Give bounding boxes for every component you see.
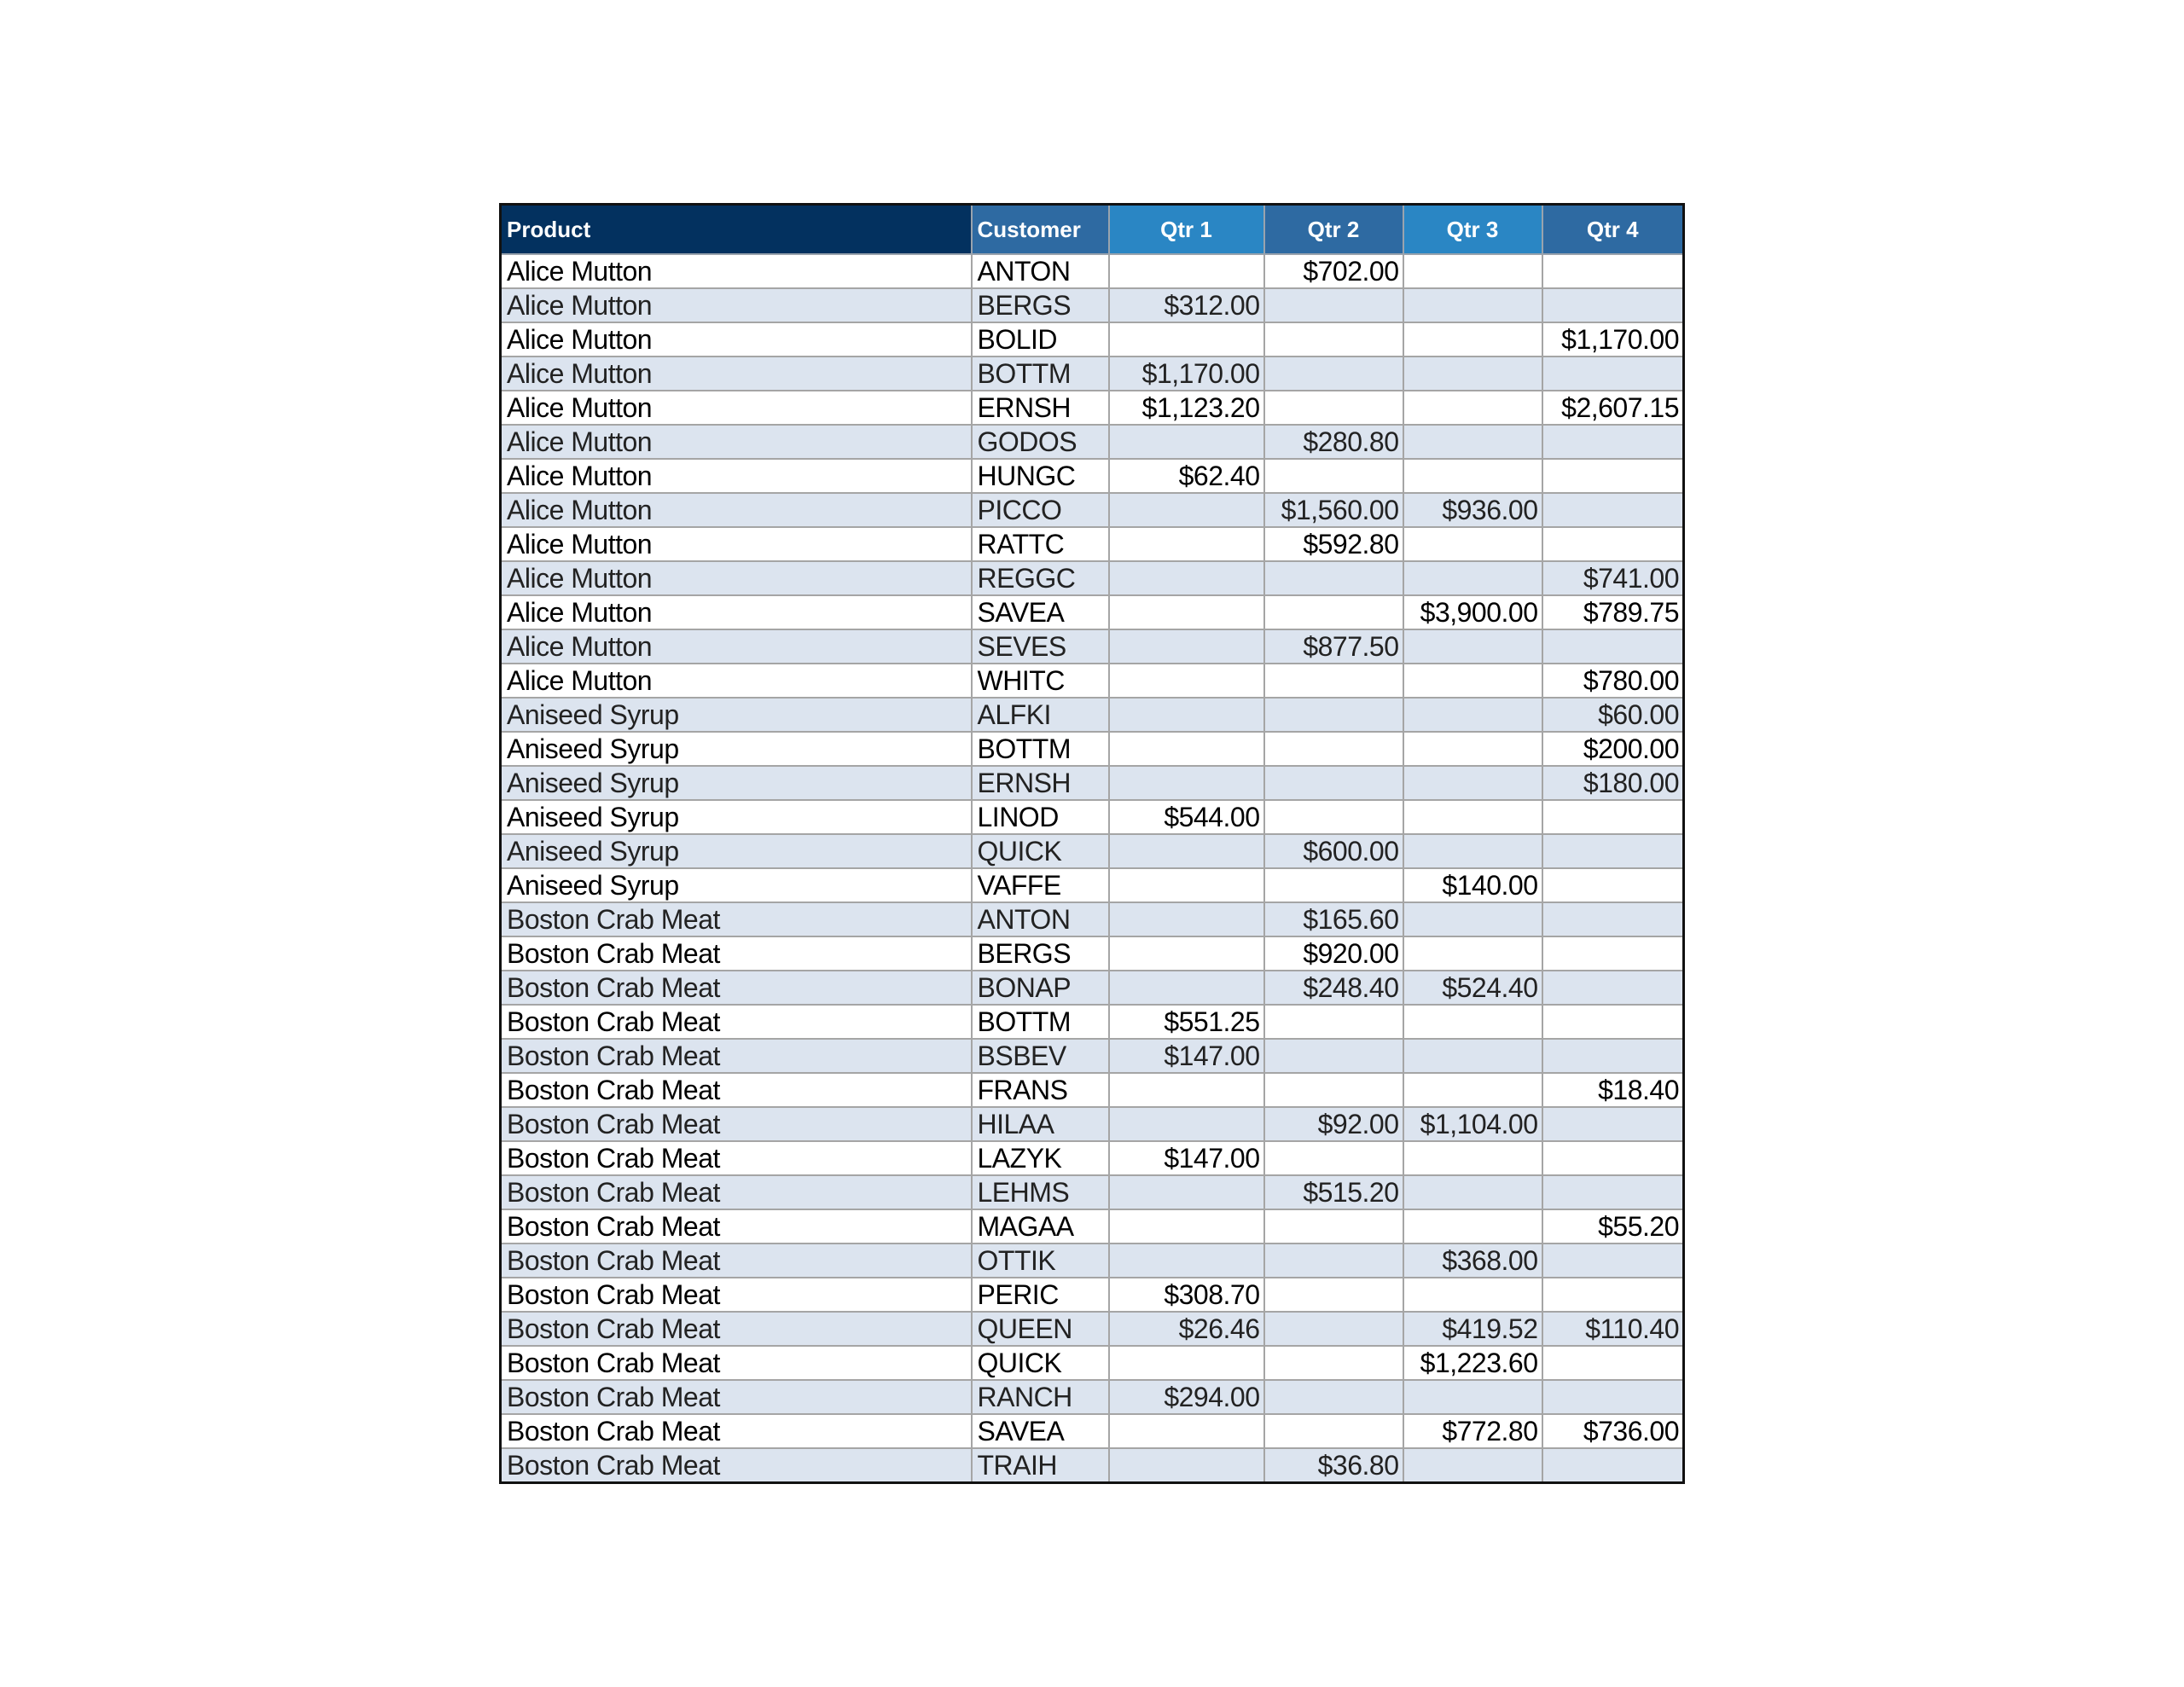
cell-qtr1 bbox=[1109, 527, 1264, 561]
header-row bbox=[501, 205, 1684, 255]
cell-qtr2 bbox=[1264, 1380, 1403, 1414]
cell-qtr1 bbox=[1109, 936, 1264, 971]
cell-qtr1: $147.00 bbox=[1109, 1141, 1264, 1175]
table-row bbox=[501, 561, 1684, 595]
cell-qtr4: $200.00 bbox=[1542, 732, 1684, 766]
cell-qtr3 bbox=[1403, 527, 1542, 561]
cell-customer: HILAA bbox=[972, 1107, 1109, 1141]
cell-qtr4 bbox=[1542, 357, 1684, 391]
table-row bbox=[501, 1073, 1684, 1107]
cell-product: Alice Mutton bbox=[501, 664, 972, 698]
cell-qtr2: $920.00 bbox=[1264, 936, 1403, 971]
sales-table bbox=[499, 203, 1685, 1484]
cell-qtr2: $702.00 bbox=[1264, 254, 1403, 288]
cell-qtr1: $312.00 bbox=[1109, 288, 1264, 322]
cell-qtr4 bbox=[1542, 1346, 1684, 1380]
cell-qtr4 bbox=[1542, 1141, 1684, 1175]
cell-product: Boston Crab Meat bbox=[501, 1073, 972, 1107]
cell-customer: ANTON bbox=[972, 902, 1109, 936]
table-row bbox=[501, 1141, 1684, 1175]
cell-qtr3 bbox=[1403, 629, 1542, 664]
cell-qtr1 bbox=[1109, 1244, 1264, 1278]
cell-qtr3 bbox=[1403, 766, 1542, 800]
cell-product: Alice Mutton bbox=[501, 357, 972, 391]
cell-product: Alice Mutton bbox=[501, 288, 972, 322]
table-body bbox=[501, 254, 1684, 1483]
cell-qtr2 bbox=[1264, 1209, 1403, 1244]
cell-qtr2: $165.60 bbox=[1264, 902, 1403, 936]
cell-qtr1 bbox=[1109, 902, 1264, 936]
cell-customer: BONAP bbox=[972, 971, 1109, 1005]
cell-qtr1 bbox=[1109, 1346, 1264, 1380]
cell-qtr4 bbox=[1542, 425, 1684, 459]
table-row bbox=[501, 1380, 1684, 1414]
cell-qtr4 bbox=[1542, 936, 1684, 971]
cell-qtr4: $110.40 bbox=[1542, 1312, 1684, 1346]
cell-qtr2: $92.00 bbox=[1264, 1107, 1403, 1141]
cell-qtr4 bbox=[1542, 868, 1684, 902]
cell-customer: WHITC bbox=[972, 664, 1109, 698]
cell-customer: VAFFE bbox=[972, 868, 1109, 902]
cell-product: Alice Mutton bbox=[501, 391, 972, 425]
cell-qtr4 bbox=[1542, 1244, 1684, 1278]
table-row bbox=[501, 459, 1684, 493]
table-row bbox=[501, 1312, 1684, 1346]
table-row bbox=[501, 1278, 1684, 1312]
cell-qtr4 bbox=[1542, 459, 1684, 493]
cell-qtr3 bbox=[1403, 1209, 1542, 1244]
cell-product: Boston Crab Meat bbox=[501, 1312, 972, 1346]
cell-qtr4 bbox=[1542, 629, 1684, 664]
cell-product: Boston Crab Meat bbox=[501, 971, 972, 1005]
cell-qtr1 bbox=[1109, 834, 1264, 868]
cell-product: Alice Mutton bbox=[501, 425, 972, 459]
cell-qtr1 bbox=[1109, 1073, 1264, 1107]
table-row bbox=[501, 1346, 1684, 1380]
cell-customer: SAVEA bbox=[972, 1414, 1109, 1448]
cell-qtr2: $248.40 bbox=[1264, 971, 1403, 1005]
cell-customer: ERNSH bbox=[972, 391, 1109, 425]
cell-qtr3 bbox=[1403, 664, 1542, 698]
table-row bbox=[501, 254, 1684, 288]
cell-qtr3: $140.00 bbox=[1403, 868, 1542, 902]
cell-qtr3: $368.00 bbox=[1403, 1244, 1542, 1278]
cell-customer: BSBEV bbox=[972, 1039, 1109, 1073]
cell-qtr2 bbox=[1264, 561, 1403, 595]
cell-customer: QUICK bbox=[972, 1346, 1109, 1380]
cell-qtr4: $736.00 bbox=[1542, 1414, 1684, 1448]
cell-qtr1 bbox=[1109, 1448, 1264, 1483]
table-row bbox=[501, 629, 1684, 664]
cell-product: Aniseed Syrup bbox=[501, 868, 972, 902]
cell-product: Alice Mutton bbox=[501, 561, 972, 595]
cell-product: Boston Crab Meat bbox=[501, 1244, 972, 1278]
cell-product: Boston Crab Meat bbox=[501, 1346, 972, 1380]
cell-qtr3: $1,104.00 bbox=[1403, 1107, 1542, 1141]
cell-qtr2 bbox=[1264, 391, 1403, 425]
cell-product: Aniseed Syrup bbox=[501, 698, 972, 732]
cell-qtr3: $936.00 bbox=[1403, 493, 1542, 527]
cell-qtr1 bbox=[1109, 971, 1264, 1005]
cell-qtr2: $280.80 bbox=[1264, 425, 1403, 459]
cell-qtr3 bbox=[1403, 1073, 1542, 1107]
cell-qtr3 bbox=[1403, 322, 1542, 357]
cell-qtr4: $18.40 bbox=[1542, 1073, 1684, 1107]
cell-qtr4 bbox=[1542, 800, 1684, 834]
cell-qtr3 bbox=[1403, 391, 1542, 425]
cell-qtr2 bbox=[1264, 732, 1403, 766]
header-qtr1: Qtr 1 bbox=[1109, 205, 1264, 255]
header-qtr4: Qtr 4 bbox=[1542, 205, 1684, 255]
cell-qtr3 bbox=[1403, 834, 1542, 868]
cell-qtr4: $180.00 bbox=[1542, 766, 1684, 800]
cell-product: Boston Crab Meat bbox=[501, 1448, 972, 1483]
cell-product: Boston Crab Meat bbox=[501, 1039, 972, 1073]
cell-qtr3 bbox=[1403, 1039, 1542, 1073]
cell-qtr2 bbox=[1264, 1073, 1403, 1107]
cell-customer: FRANS bbox=[972, 1073, 1109, 1107]
cell-qtr2 bbox=[1264, 459, 1403, 493]
table-row bbox=[501, 425, 1684, 459]
table-row bbox=[501, 1414, 1684, 1448]
cell-customer: RATTC bbox=[972, 527, 1109, 561]
cell-qtr1: $62.40 bbox=[1109, 459, 1264, 493]
cell-customer: OTTIK bbox=[972, 1244, 1109, 1278]
cell-qtr2 bbox=[1264, 322, 1403, 357]
cell-qtr1 bbox=[1109, 868, 1264, 902]
cell-qtr3: $1,223.60 bbox=[1403, 1346, 1542, 1380]
cell-customer: ERNSH bbox=[972, 766, 1109, 800]
cell-product: Alice Mutton bbox=[501, 459, 972, 493]
cell-qtr4 bbox=[1542, 1005, 1684, 1039]
header-qtr3: Qtr 3 bbox=[1403, 205, 1542, 255]
cell-product: Alice Mutton bbox=[501, 254, 972, 288]
cell-qtr3 bbox=[1403, 459, 1542, 493]
cell-qtr1 bbox=[1109, 425, 1264, 459]
cell-qtr3: $3,900.00 bbox=[1403, 595, 1542, 629]
table-row bbox=[501, 868, 1684, 902]
table-row bbox=[501, 936, 1684, 971]
table-row bbox=[501, 1209, 1684, 1244]
cell-qtr1: $544.00 bbox=[1109, 800, 1264, 834]
cell-product: Boston Crab Meat bbox=[501, 1380, 972, 1414]
table-row bbox=[501, 493, 1684, 527]
table-row bbox=[501, 1175, 1684, 1209]
cell-customer: LAZYK bbox=[972, 1141, 1109, 1175]
cell-qtr1 bbox=[1109, 629, 1264, 664]
table-row bbox=[501, 698, 1684, 732]
cell-qtr1 bbox=[1109, 698, 1264, 732]
cell-qtr1 bbox=[1109, 1175, 1264, 1209]
cell-qtr4: $780.00 bbox=[1542, 664, 1684, 698]
cell-qtr2 bbox=[1264, 698, 1403, 732]
cell-customer: BERGS bbox=[972, 936, 1109, 971]
header-qtr2: Qtr 2 bbox=[1264, 205, 1403, 255]
cell-qtr1 bbox=[1109, 561, 1264, 595]
cell-qtr2 bbox=[1264, 1039, 1403, 1073]
table-row bbox=[501, 834, 1684, 868]
cell-customer: RANCH bbox=[972, 1380, 1109, 1414]
cell-qtr2: $36.80 bbox=[1264, 1448, 1403, 1483]
cell-qtr4: $1,170.00 bbox=[1542, 322, 1684, 357]
cell-qtr3: $524.40 bbox=[1403, 971, 1542, 1005]
cell-qtr4 bbox=[1542, 527, 1684, 561]
cell-qtr4 bbox=[1542, 493, 1684, 527]
cell-qtr3 bbox=[1403, 902, 1542, 936]
cell-product: Alice Mutton bbox=[501, 322, 972, 357]
cell-qtr2 bbox=[1264, 595, 1403, 629]
cell-product: Aniseed Syrup bbox=[501, 834, 972, 868]
cell-product: Alice Mutton bbox=[501, 527, 972, 561]
cell-customer: TRAIH bbox=[972, 1448, 1109, 1483]
table-row bbox=[501, 1244, 1684, 1278]
cell-customer: BOTTM bbox=[972, 1005, 1109, 1039]
cell-qtr4 bbox=[1542, 1175, 1684, 1209]
cell-product: Aniseed Syrup bbox=[501, 800, 972, 834]
cell-qtr1 bbox=[1109, 664, 1264, 698]
table-row bbox=[501, 664, 1684, 698]
cell-qtr1 bbox=[1109, 595, 1264, 629]
cell-qtr2 bbox=[1264, 800, 1403, 834]
cell-qtr2 bbox=[1264, 1346, 1403, 1380]
cell-qtr3: $772.80 bbox=[1403, 1414, 1542, 1448]
cell-qtr3 bbox=[1403, 1175, 1542, 1209]
table-row bbox=[501, 971, 1684, 1005]
cell-customer: BOTTM bbox=[972, 357, 1109, 391]
cell-qtr2 bbox=[1264, 1312, 1403, 1346]
table-row bbox=[501, 288, 1684, 322]
cell-qtr3 bbox=[1403, 288, 1542, 322]
cell-product: Boston Crab Meat bbox=[501, 936, 972, 971]
cell-qtr3 bbox=[1403, 425, 1542, 459]
cell-qtr2 bbox=[1264, 664, 1403, 698]
cell-qtr2 bbox=[1264, 1244, 1403, 1278]
cell-qtr3 bbox=[1403, 1380, 1542, 1414]
cell-customer: ANTON bbox=[972, 254, 1109, 288]
cell-qtr2 bbox=[1264, 1278, 1403, 1312]
table-row bbox=[501, 902, 1684, 936]
cell-qtr2: $1,560.00 bbox=[1264, 493, 1403, 527]
cell-customer: ALFKI bbox=[972, 698, 1109, 732]
cell-qtr1: $308.70 bbox=[1109, 1278, 1264, 1312]
cell-qtr4 bbox=[1542, 254, 1684, 288]
cell-qtr4 bbox=[1542, 902, 1684, 936]
cell-qtr4 bbox=[1542, 288, 1684, 322]
cell-qtr4: $789.75 bbox=[1542, 595, 1684, 629]
cell-qtr3 bbox=[1403, 732, 1542, 766]
cell-customer: LINOD bbox=[972, 800, 1109, 834]
table-row bbox=[501, 1448, 1684, 1483]
cell-qtr4 bbox=[1542, 971, 1684, 1005]
cell-qtr2 bbox=[1264, 766, 1403, 800]
header-customer: Customer bbox=[972, 205, 1109, 255]
cell-qtr3: $419.52 bbox=[1403, 1312, 1542, 1346]
cell-qtr1 bbox=[1109, 1209, 1264, 1244]
cell-qtr1: $26.46 bbox=[1109, 1312, 1264, 1346]
cell-qtr4 bbox=[1542, 1448, 1684, 1483]
cell-product: Aniseed Syrup bbox=[501, 766, 972, 800]
cell-customer: SEVES bbox=[972, 629, 1109, 664]
table-row bbox=[501, 391, 1684, 425]
cell-qtr4: $741.00 bbox=[1542, 561, 1684, 595]
cell-qtr1 bbox=[1109, 322, 1264, 357]
cell-qtr4: $2,607.15 bbox=[1542, 391, 1684, 425]
cell-qtr2 bbox=[1264, 1141, 1403, 1175]
cell-product: Boston Crab Meat bbox=[501, 1278, 972, 1312]
cell-qtr3 bbox=[1403, 800, 1542, 834]
table-row bbox=[501, 1107, 1684, 1141]
cell-qtr2 bbox=[1264, 1005, 1403, 1039]
table-row bbox=[501, 527, 1684, 561]
cell-customer: LEHMS bbox=[972, 1175, 1109, 1209]
table-row bbox=[501, 800, 1684, 834]
cell-customer: SAVEA bbox=[972, 595, 1109, 629]
cell-product: Boston Crab Meat bbox=[501, 1209, 972, 1244]
cell-product: Boston Crab Meat bbox=[501, 1005, 972, 1039]
cell-qtr2 bbox=[1264, 868, 1403, 902]
cell-qtr4 bbox=[1542, 1107, 1684, 1141]
cell-qtr2 bbox=[1264, 288, 1403, 322]
cell-qtr3 bbox=[1403, 1005, 1542, 1039]
cell-product: Boston Crab Meat bbox=[501, 1175, 972, 1209]
cell-product: Boston Crab Meat bbox=[501, 1107, 972, 1141]
cell-product: Aniseed Syrup bbox=[501, 732, 972, 766]
cell-qtr4: $55.20 bbox=[1542, 1209, 1684, 1244]
cell-customer: PICCO bbox=[972, 493, 1109, 527]
cell-qtr3 bbox=[1403, 254, 1542, 288]
table-row bbox=[501, 1005, 1684, 1039]
cell-product: Boston Crab Meat bbox=[501, 1141, 972, 1175]
cell-qtr1 bbox=[1109, 766, 1264, 800]
cell-product: Boston Crab Meat bbox=[501, 1414, 972, 1448]
cell-customer: REGGC bbox=[972, 561, 1109, 595]
cell-qtr3 bbox=[1403, 561, 1542, 595]
cell-customer: MAGAA bbox=[972, 1209, 1109, 1244]
cell-qtr1 bbox=[1109, 254, 1264, 288]
cell-qtr1: $551.25 bbox=[1109, 1005, 1264, 1039]
table-row bbox=[501, 322, 1684, 357]
cell-qtr3 bbox=[1403, 1448, 1542, 1483]
cell-product: Alice Mutton bbox=[501, 493, 972, 527]
cell-customer: BOLID bbox=[972, 322, 1109, 357]
cell-qtr2 bbox=[1264, 1414, 1403, 1448]
cell-product: Alice Mutton bbox=[501, 595, 972, 629]
table-row bbox=[501, 595, 1684, 629]
cell-qtr1: $1,123.20 bbox=[1109, 391, 1264, 425]
cell-qtr4 bbox=[1542, 834, 1684, 868]
cell-qtr2: $515.20 bbox=[1264, 1175, 1403, 1209]
cell-qtr2: $877.50 bbox=[1264, 629, 1403, 664]
cell-customer: BOTTM bbox=[972, 732, 1109, 766]
table-row bbox=[501, 732, 1684, 766]
cell-qtr2: $600.00 bbox=[1264, 834, 1403, 868]
table-row bbox=[501, 766, 1684, 800]
cell-qtr1 bbox=[1109, 493, 1264, 527]
cell-customer: PERIC bbox=[972, 1278, 1109, 1312]
cell-qtr3 bbox=[1403, 1141, 1542, 1175]
cell-product: Boston Crab Meat bbox=[501, 902, 972, 936]
table-row bbox=[501, 357, 1684, 391]
cell-qtr3 bbox=[1403, 357, 1542, 391]
cell-qtr1: $294.00 bbox=[1109, 1380, 1264, 1414]
cell-qtr3 bbox=[1403, 936, 1542, 971]
cell-qtr3 bbox=[1403, 698, 1542, 732]
cell-customer: BERGS bbox=[972, 288, 1109, 322]
cell-qtr1: $1,170.00 bbox=[1109, 357, 1264, 391]
header-product: Product bbox=[501, 205, 972, 255]
cell-customer: QUICK bbox=[972, 834, 1109, 868]
cell-qtr3 bbox=[1403, 1278, 1542, 1312]
cell-qtr2 bbox=[1264, 357, 1403, 391]
cell-qtr2: $592.80 bbox=[1264, 527, 1403, 561]
cell-qtr1 bbox=[1109, 1414, 1264, 1448]
cell-qtr4 bbox=[1542, 1278, 1684, 1312]
cell-qtr4 bbox=[1542, 1380, 1684, 1414]
cell-qtr4 bbox=[1542, 1039, 1684, 1073]
table-row bbox=[501, 1039, 1684, 1073]
cell-qtr4: $60.00 bbox=[1542, 698, 1684, 732]
cell-product: Alice Mutton bbox=[501, 629, 972, 664]
cell-customer: HUNGC bbox=[972, 459, 1109, 493]
cell-qtr1: $147.00 bbox=[1109, 1039, 1264, 1073]
cell-qtr1 bbox=[1109, 732, 1264, 766]
cell-customer: QUEEN bbox=[972, 1312, 1109, 1346]
cell-qtr1 bbox=[1109, 1107, 1264, 1141]
cell-customer: GODOS bbox=[972, 425, 1109, 459]
